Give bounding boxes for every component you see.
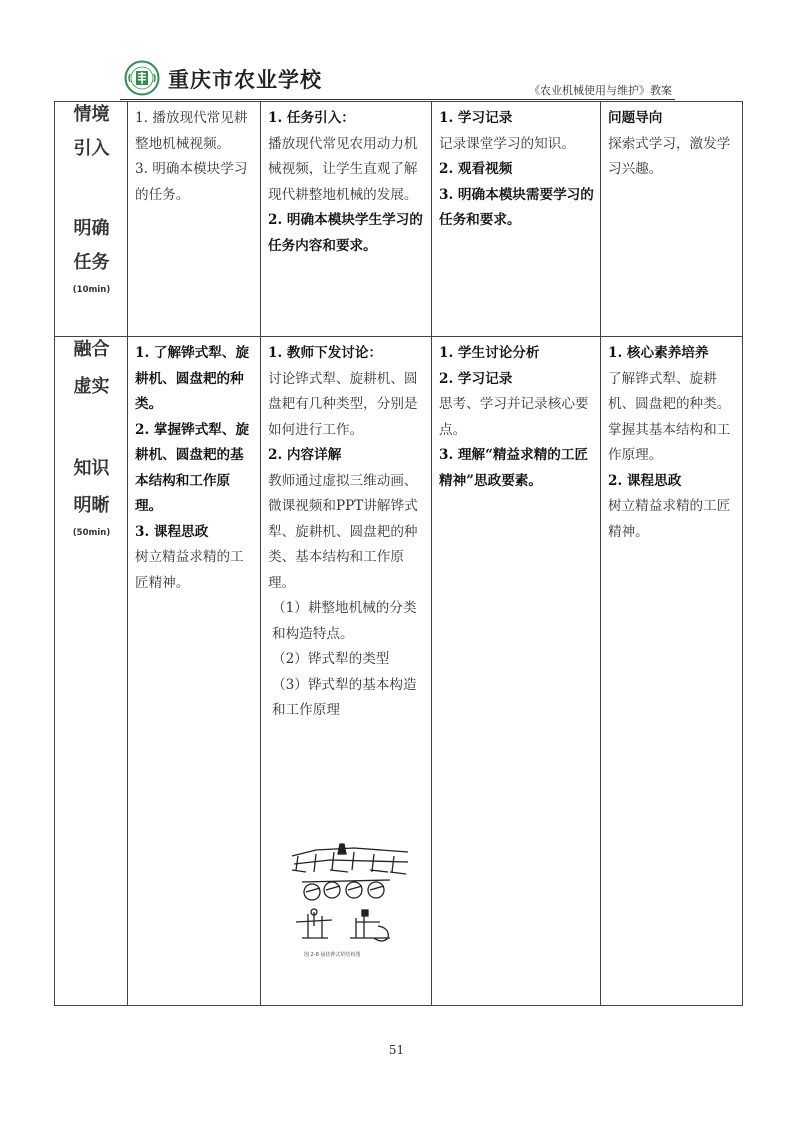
student-heading: 3. 明确本模块需要学习的任务和要求。 — [439, 186, 594, 228]
design-intent-cell — [601, 337, 743, 1006]
goal-heading: 3. 课程思政 — [135, 523, 209, 540]
lesson-plan-table — [54, 101, 743, 1006]
school-logo — [124, 60, 160, 96]
student-heading: 1. 学习记录 — [439, 110, 513, 126]
stage-time: (50min) — [72, 528, 111, 538]
student-text: 思考、学习并记录核心要点。 — [439, 396, 589, 438]
teacher-subitem: （1）耕整地机械的分类和构造特点。 — [272, 600, 417, 642]
table-row — [55, 102, 743, 337]
student-activity-cell — [432, 337, 601, 1006]
page-header — [120, 58, 680, 100]
goal-item: 1. 播放现代常见耕整地机械视频。 — [135, 110, 248, 152]
goal-item: 3. 明确本模块学习的任务。 — [135, 161, 248, 203]
teacher-activity-cell — [261, 337, 432, 1006]
stage-label: 引入 — [73, 138, 110, 159]
stage-label: 明确 — [73, 218, 110, 239]
teacher-heading: 2. 明确本模块学生学习的任务内容和要求。 — [268, 212, 423, 254]
teacher-heading: 2. 内容详解 — [268, 447, 342, 463]
goal-text: 树立精益求精的工匠精神。 — [135, 549, 244, 591]
goals-cell — [128, 102, 261, 337]
course-title: 《农业机械使用与维护》教案 — [529, 84, 672, 97]
student-heading: 1. 学生讨论分析 — [439, 345, 540, 361]
teacher-heading: 1. 任务引入： — [268, 110, 355, 126]
student-heading: 3. 理解“精益求精的工匠精神”思政要素。 — [439, 447, 589, 489]
stage-label: 任务 — [73, 252, 110, 273]
teacher-text: 教师通过虚拟三维动画、微课视频和PPT讲解铧式犁、旋耕机、圆盘耙的种类、基本结构和工作原理。 — [268, 472, 418, 591]
page-number: 51 — [388, 1043, 405, 1057]
student-heading: 2. 观看视频 — [439, 161, 513, 177]
teacher-subitem: （3）铧式犁的基本构造和工作原理 — [272, 676, 417, 718]
stage-label: 知识 — [73, 458, 110, 479]
intent-text: 探索式学习，激发学习兴趣。 — [608, 135, 731, 177]
intent-heading: 2. 课程思政 — [608, 472, 682, 489]
header-divider — [120, 99, 675, 100]
stage-time: (10min) — [72, 285, 111, 295]
school-name: 重庆市农业学校 — [168, 67, 322, 92]
student-text: 记录课堂学习的知识。 — [439, 135, 575, 152]
intent-text: 了解铧式犁、旋耕机、圆盘耙的种类。掌握其基本结构和工作原理。 — [608, 370, 731, 463]
teacher-heading: 1. 教师下发讨论： — [268, 345, 383, 361]
goal-heading: 2. 掌握铧式犁、旋耕机、圆盘耙的基本结构和工作原理。 — [135, 421, 250, 514]
figure-caption: 图 2-8 悬挂铧式犁结构图 — [304, 951, 361, 958]
intent-heading: 1. 核心素养培养 — [608, 345, 709, 361]
stage-label: 明晰 — [73, 495, 110, 516]
stage-label: 情境 — [73, 104, 110, 125]
plough-diagram — [290, 842, 410, 962]
stage-label: 融合 — [73, 339, 110, 360]
design-intent-cell — [601, 102, 743, 337]
table-row — [55, 337, 743, 1006]
student-heading: 2. 学习记录 — [439, 370, 513, 387]
teacher-text: 讨论铧式犁、旋耕机、圆盘耙有几种类型，分别是如何进行工作。 — [268, 370, 418, 438]
goals-cell — [128, 337, 261, 1006]
stage-label: 虚实 — [73, 376, 110, 397]
stage-cell — [55, 337, 128, 1006]
stage-cell — [55, 102, 128, 337]
student-activity-cell — [432, 102, 601, 337]
intent-text: 树立精益求精的工匠精神。 — [608, 498, 731, 540]
intent-heading: 问题导向 — [608, 110, 663, 126]
teacher-activity-cell — [261, 102, 432, 337]
teacher-text: 播放现代常见农用动力机械视频，让学生直观了解现代耕整地机械的发展。 — [268, 135, 418, 203]
goal-heading: 1. 了解铧式犁、旋耕机、圆盘耙的种类。 — [135, 345, 250, 412]
teacher-subitem: （2）铧式犁的类型 — [272, 651, 390, 667]
